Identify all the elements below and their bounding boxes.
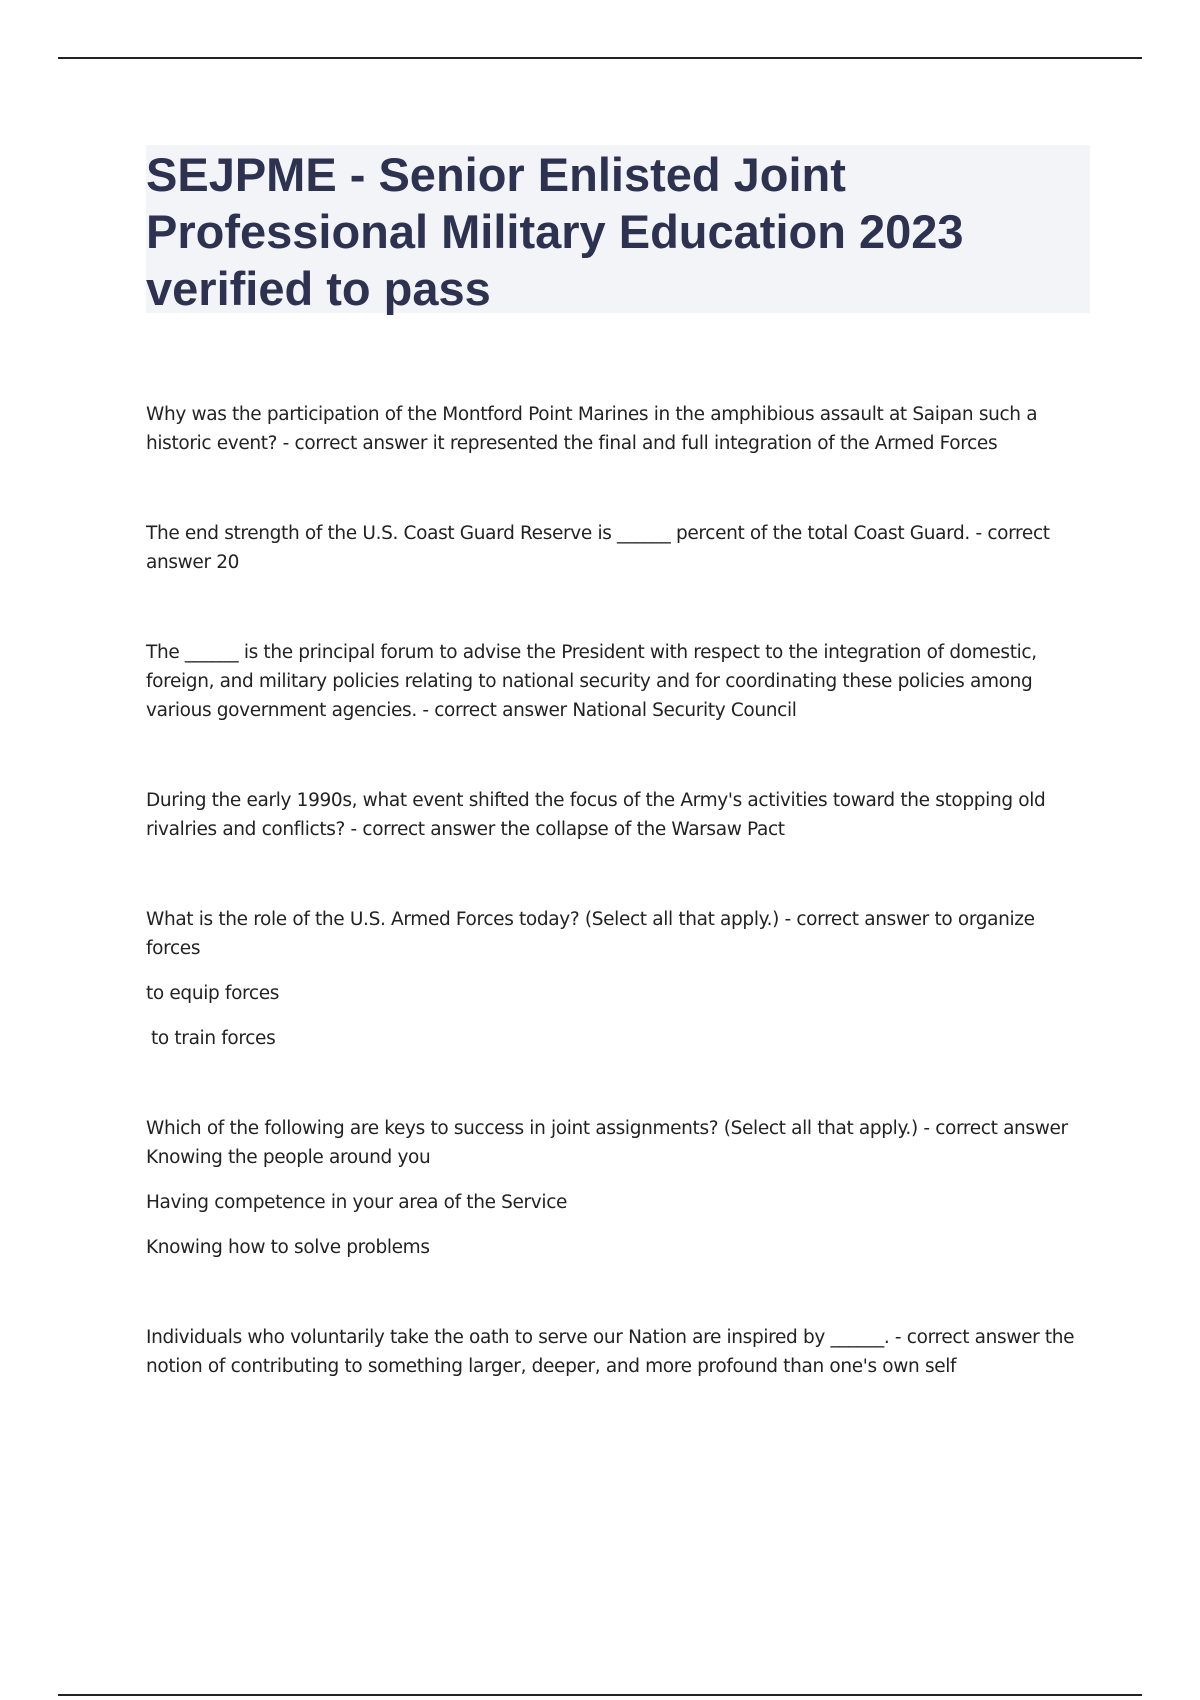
qa-item xyxy=(146,400,1091,458)
qa-text: What is the role of the U.S. Armed Forces today? (Select all that apply.) - correct answer to organize forces xyxy=(146,909,1035,959)
qa-text: The end strength of the U.S. Coast Guard Reserve is ______ percent of the total Coast Guard. - correct answer 20 xyxy=(146,523,1050,573)
qa-item xyxy=(146,786,1091,844)
qa-text: The ______ is the principal forum to advise the President with respect to the integration of domestic, foreign, and military policies relating to national security and for coordinating these policies among various government agencies. - correct answer National Security Council xyxy=(146,642,1037,721)
qa-text: During the early 1990s, what event shifted the focus of the Army's activities toward the stopping old rivalries and conflicts? - correct answer the collapse of the Warsaw Pact xyxy=(146,790,1046,840)
qa-item xyxy=(146,1323,1091,1381)
qa-item xyxy=(146,1114,1091,1262)
qa-list xyxy=(146,400,1091,1381)
qa-answer-line: to equip forces xyxy=(146,983,280,1004)
qa-answer-line: Knowing how to solve problems xyxy=(146,1237,430,1258)
qa-text: Why was the participation of the Montford Point Marines in the amphibious assault at Saipan such a historic event? - correct answer it represented the final and full integration of the Armed Forces xyxy=(146,404,1038,454)
bottom-rule xyxy=(58,1694,1142,1696)
document-title: SEJPME - Senior Enlisted Joint Professional Military Education 2023 verified to pass xyxy=(146,148,964,315)
top-rule xyxy=(58,57,1142,59)
qa-text: Which of the following are keys to success in joint assignments? (Select all that apply.) - correct answer Knowing the people around you xyxy=(146,1118,1068,1168)
qa-item xyxy=(146,905,1091,1053)
qa-item xyxy=(146,638,1091,725)
qa-answer-line: to train forces xyxy=(151,1028,276,1049)
qa-item xyxy=(146,519,1091,577)
title-banner xyxy=(146,145,1090,313)
qa-text: Individuals who voluntarily take the oath to serve our Nation are inspired by ______. - correct answer the notion of contributing to something larger, deeper, and more profound than one's own self xyxy=(146,1327,1075,1377)
qa-answer-line: Having competence in your area of the Service xyxy=(146,1192,568,1213)
